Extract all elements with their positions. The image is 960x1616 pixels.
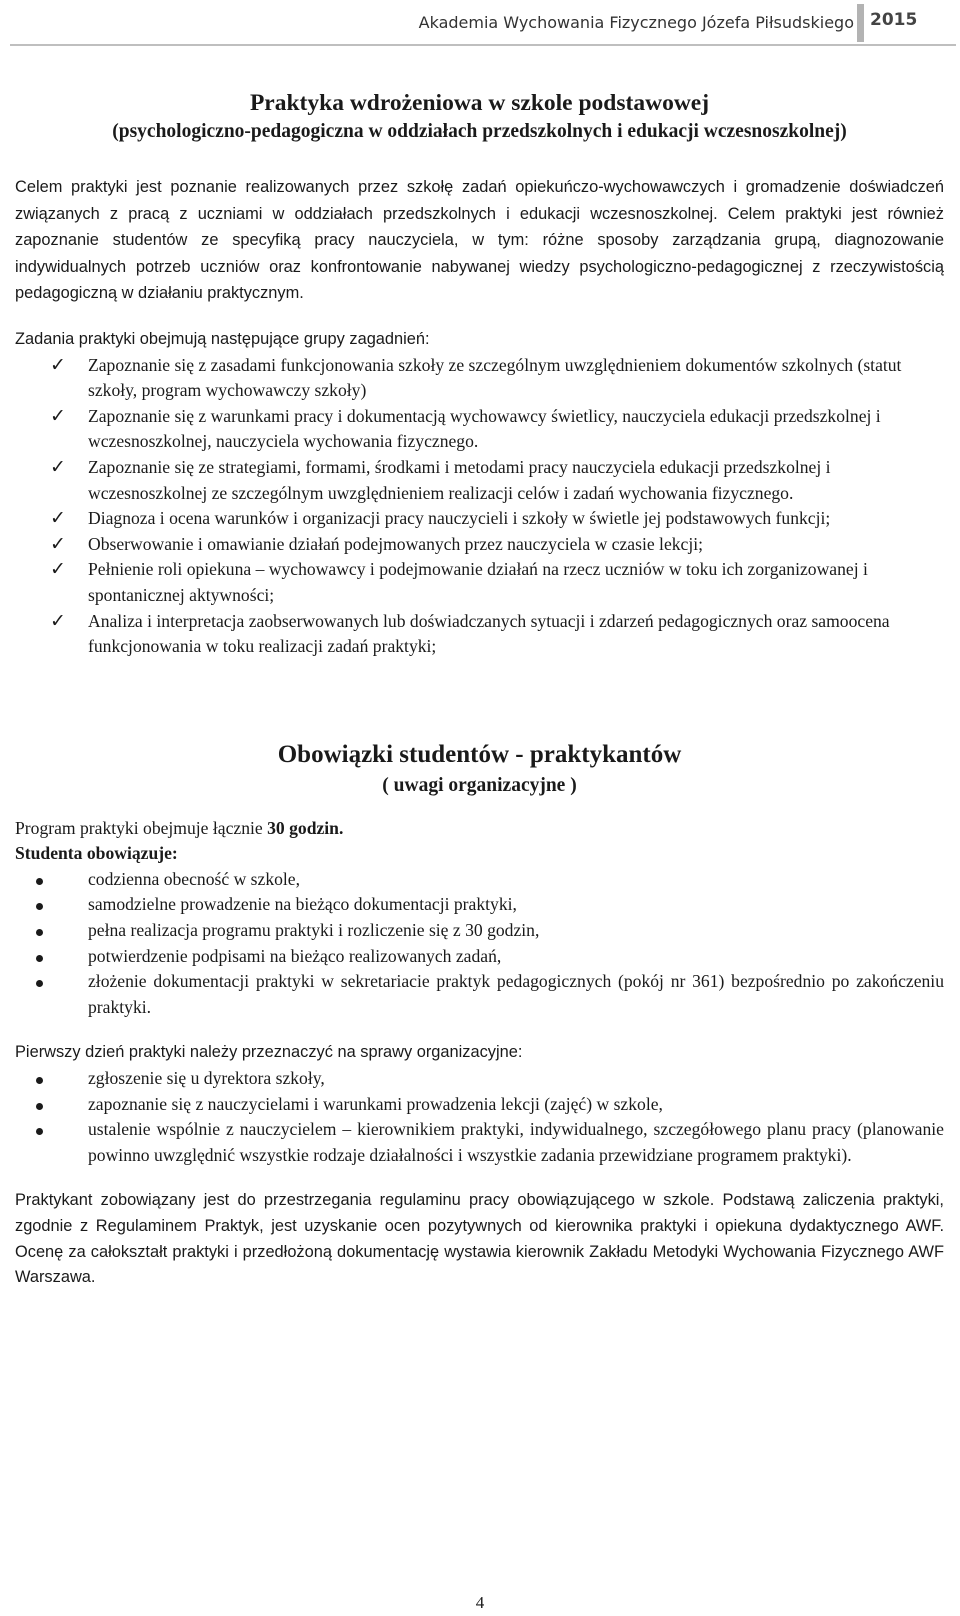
checkmark-icon: ✓ (50, 353, 66, 376)
first-day-intro: Pierwszy dzień praktyki należy przeznaczyć na sprawy organizacyjne: (15, 1043, 523, 1062)
page-header (0, 0, 960, 46)
intro-part-2: Celem praktyki jest również zapoznanie studentów ze specyfiką pracy nauczyciela, w tym: różne sposoby zarządzania grupą, diagnozowanie indywidualnych potrzeb uczniów oraz konfrontowanie nabywanej wiedzy psychologiczno-pedagogicznej z rzeczywistością pedagogiczną w działaniu praktycznym. (15, 204, 944, 303)
checkmark-icon: ✓ (50, 532, 66, 555)
duty-text: samodzielne prowadzenie na bieżąco dokumentacji praktyki, (88, 894, 517, 915)
task-item (15, 455, 944, 506)
tasks-intro: Zadania praktyki obejmują następujące grupy zagadnień: (15, 329, 430, 348)
closing-paragraph: Praktykant zobowiązany jest do przestrzegania regulaminu pracy obowiązującego w szkole. Podstawą zaliczenia praktyki, zgodnie z Regulaminem Praktyk, jest uzyskanie ocen pozytywnych od kierownika praktyki i opiekuna dydaktycznego AWF. Ocenę za całokształt praktyki i przedłożoną dokumentację wystawia kierownik Zakładu Metodyki Wychowania Fizycznego AWF Warszawa. (15, 1191, 944, 1287)
checkmark-icon: ✓ (50, 455, 66, 478)
duties-list (15, 867, 944, 1021)
bullet-icon (36, 929, 43, 936)
duty-text: codzienna obecność w szkole, (88, 868, 301, 889)
hours-line (15, 816, 944, 842)
bullet-icon (36, 1128, 43, 1135)
bullet-icon (36, 1077, 43, 1084)
task-item (15, 609, 944, 660)
task-text: Obserwowanie i omawianie działań podejmowanych przez nauczyciela w czasie lekcji; (88, 533, 704, 554)
first-day-list (15, 1066, 944, 1168)
duty-item (15, 944, 944, 970)
first-day-text: zgłoszenie się u dyrektora szkoły, (88, 1068, 325, 1089)
task-item (15, 353, 944, 404)
task-item (15, 557, 944, 608)
task-text: Pełnienie roli opiekuna – wychowawcy i podejmowanie działań na rzecz uczniów w toku ich zorganizowanej i spontanicznej aktywności; (88, 559, 868, 605)
first-day-item (15, 1092, 944, 1118)
task-text: Diagnoza i ocena warunków i organizacji pracy nauczycieli i szkoły w świetle jej podstawowych funkcji; (88, 508, 831, 529)
duty-text: złożenie dokumentacji praktyki w sekretariacie praktyk pedagogicznych (pokój nr 361) bezpośrednio po zakończeniu praktyki. (88, 971, 944, 1017)
header-organization: Akademia Wychowania Fizycznego Józefa Piłsudskiego (418, 13, 854, 32)
intro-paragraph (15, 174, 944, 307)
duties-title: Obowiązki studentów - praktykantów (277, 740, 682, 768)
task-text: Zapoznanie się ze strategiami, formami, środkami i metodami pracy nauczyciela edukacji przedszkolnej i wczesnoszkolnej ze szczególnym uwzględnieniem realizacji celów i zadań wychowania fizycznego. (88, 456, 831, 503)
spacer (15, 1020, 944, 1040)
first-day-item (15, 1066, 944, 1092)
task-text: Analiza i interpretacja zaobserwowanych lub doświadczanych sytuacji i zdarzeń pedagogicznych oraz samoocena funkcjonowania w toku realizacji zadań praktyki; (88, 610, 890, 657)
task-item (15, 404, 944, 455)
duty-text: pełna realizacja programu praktyki i rozliczenie się z 30 godzin, (88, 920, 540, 941)
duty-item (15, 892, 944, 918)
duty-text: potwierdzenie podpisami na bieżąco realizowanych zadań, (88, 945, 502, 966)
checkmark-icon: ✓ (50, 609, 66, 632)
bullet-icon (36, 878, 43, 885)
intro-part-1: Celem praktyki jest poznanie realizowanych przez szkołę zadań opiekuńczo-wychowawczych i gromadzenie doświadczeń związanych z pracą z uczniami w oddziałach przedszkolnych i edukacji wczesnoszkolnej. (15, 178, 944, 223)
obliges-label-line (15, 841, 944, 867)
obliges-label: Studenta obowiązuje: (15, 843, 178, 864)
first-day-item (15, 1117, 944, 1168)
checkmark-icon: ✓ (50, 404, 66, 427)
task-text: Zapoznanie się z zasadami funkcjonowania szkoły ze szczególnym uwzględnieniem dokumentów szkolnych (statut szkoły, program wychowawczy szkoły) (88, 354, 902, 401)
duty-item (15, 918, 944, 944)
first-day-text: ustalenie wspólnie z nauczycielem – kierownikiem praktyki, indywidualnego, szczegółowego planu pracy (planowanie powinno uwzględnić wszystkie rodzaje działalności i wszystkie zadania przewidziane programem praktyki). (88, 1119, 944, 1165)
checkmark-icon: ✓ (50, 558, 66, 581)
bullet-icon (36, 955, 43, 962)
header-separator (857, 4, 864, 42)
bullet-icon (36, 980, 43, 987)
task-item (15, 506, 944, 532)
header-rule (10, 44, 956, 46)
document-body (15, 88, 944, 1291)
bullet-icon (36, 1103, 43, 1110)
page-number: 4 (475, 1593, 485, 1612)
bullet-icon (36, 903, 43, 910)
duty-item (15, 969, 944, 1020)
document-subtitle: (psychologiczno-pedagogiczna w oddziałach przedszkolnych i edukacji wczesnoszkolnej) (112, 121, 847, 142)
task-item (15, 532, 944, 558)
spacer (15, 1168, 944, 1188)
duty-item (15, 867, 944, 893)
header-year: 2015 (870, 10, 918, 30)
task-text: Zapoznanie się z warunkami pracy i dokumentacją wychowawcy świetlicy, nauczyciela edukacji przedszkolnej i wczesnoszkolnej, nauczyciela wychowania fizycznego. (88, 405, 881, 452)
hours-prefix: Program praktyki obejmuje łącznie (15, 817, 263, 838)
duties-subtitle: ( uwagi organizacyjne ) (382, 774, 577, 796)
first-day-text: zapoznanie się z nauczycielami i warunkami prowadzenia lekcji (zajęć) w szkole, (88, 1093, 663, 1114)
hours-value: 30 godzin (267, 817, 339, 838)
checkmark-icon: ✓ (50, 507, 66, 530)
tasks-list (15, 353, 944, 660)
document-title: Praktyka wdrożeniowa w szkole podstawowej (249, 90, 710, 116)
hours-suffix: . (338, 817, 344, 838)
